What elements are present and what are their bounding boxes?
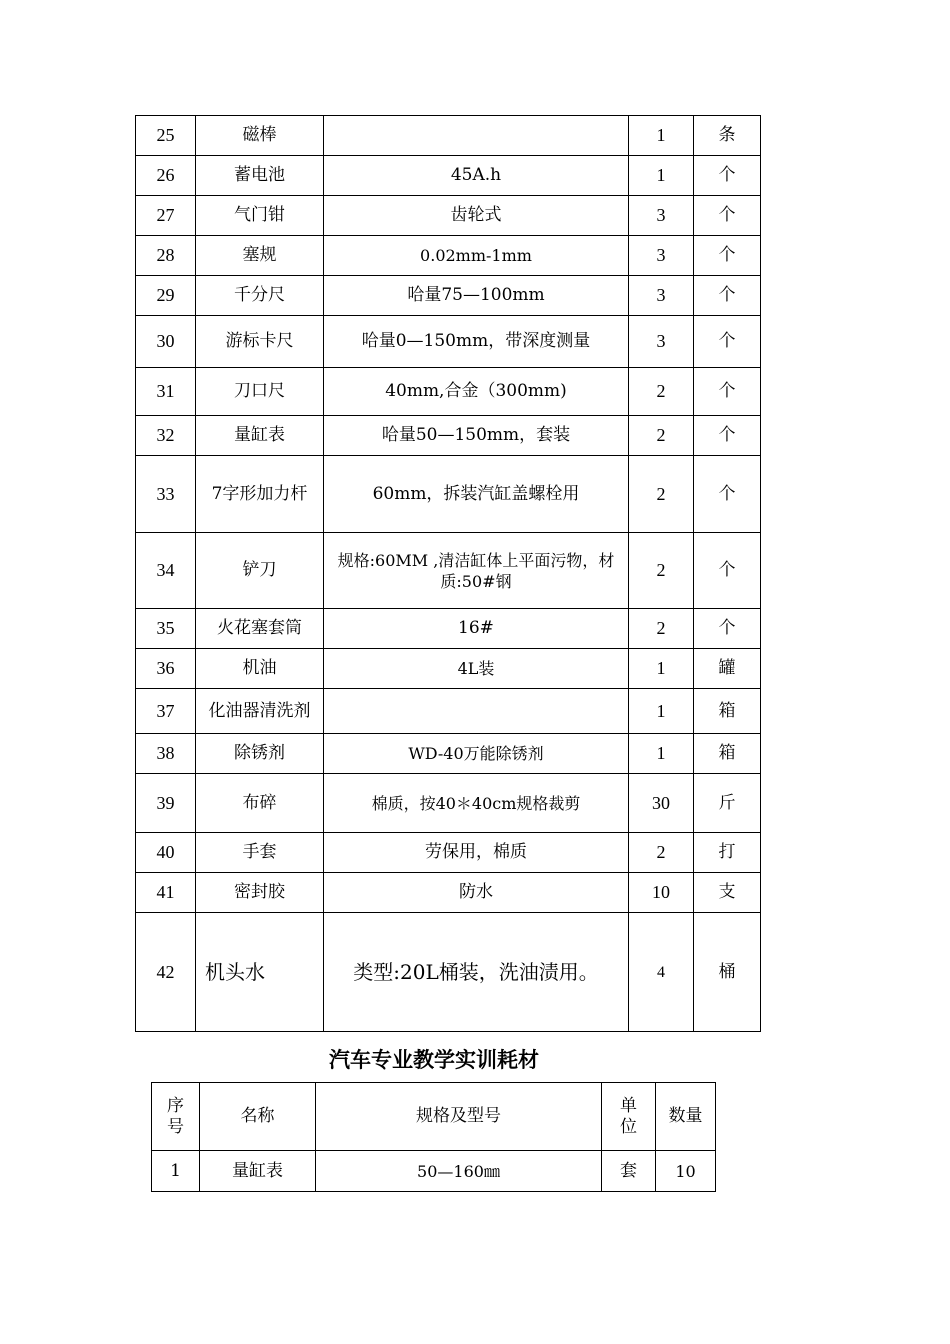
item-name: 化油器清洗剂 (196, 689, 324, 734)
item-unit: 个 (694, 316, 761, 368)
table-row (136, 276, 761, 316)
table-row (136, 913, 761, 1032)
item-quantity: 30 (629, 774, 694, 833)
item-spec: 防水 (324, 873, 629, 913)
header-unit: 单位 (602, 1083, 656, 1151)
item-number: 26 (136, 156, 196, 196)
item-unit: 个 (694, 196, 761, 236)
header-quantity: 数量 (656, 1083, 716, 1151)
item-quantity: 2 (629, 609, 694, 649)
item-number: 34 (136, 533, 196, 609)
table-row (136, 734, 761, 774)
item-spec: 50—160㎜ (316, 1151, 602, 1192)
item-name: 量缸表 (200, 1151, 316, 1192)
item-name: 游标卡尺 (196, 316, 324, 368)
item-name: 千分尺 (196, 276, 324, 316)
table-row (136, 774, 761, 833)
table-row (136, 873, 761, 913)
item-name: 刀口尺 (196, 368, 324, 416)
item-quantity: 1 (629, 116, 694, 156)
item-number: 1 (152, 1151, 200, 1192)
item-number: 31 (136, 368, 196, 416)
item-name: 7字形加力杆 (196, 456, 324, 533)
item-name: 磁棒 (196, 116, 324, 156)
table-row (136, 236, 761, 276)
table-row (136, 533, 761, 609)
item-name: 塞规 (196, 236, 324, 276)
item-name: 机油 (196, 649, 324, 689)
item-spec: 4L装 (324, 649, 629, 689)
item-unit: 桶 (694, 913, 761, 1032)
item-spec: 16# (324, 609, 629, 649)
item-quantity: 3 (629, 236, 694, 276)
section-title: 汽车专业教学实训耗材 (329, 1048, 539, 1072)
item-unit: 斤 (694, 774, 761, 833)
item-spec: 60mm，拆装汽缸盖螺栓用 (324, 456, 629, 533)
item-number: 32 (136, 416, 196, 456)
item-spec: 劳保用，棉质 (324, 833, 629, 873)
item-unit: 条 (694, 116, 761, 156)
item-spec: 哈量0—150mm，带深度测量 (324, 316, 629, 368)
item-name: 铲刀 (196, 533, 324, 609)
item-unit: 个 (694, 533, 761, 609)
item-name: 气门钳 (196, 196, 324, 236)
item-quantity: 1 (629, 689, 694, 734)
item-unit: 个 (694, 609, 761, 649)
item-spec: WD-40万能除锈剂 (324, 734, 629, 774)
item-unit: 罐 (694, 649, 761, 689)
header-name: 名称 (200, 1083, 316, 1151)
item-unit: 个 (694, 276, 761, 316)
item-quantity: 2 (629, 456, 694, 533)
item-number: 35 (136, 609, 196, 649)
item-spec: 规格:60MM ,清洁缸体上平面污物，材质:50#钢 (324, 533, 629, 609)
item-name: 除锈剂 (196, 734, 324, 774)
item-quantity: 2 (629, 416, 694, 456)
item-spec: 齿轮式 (324, 196, 629, 236)
item-spec: 45A.h (324, 156, 629, 196)
item-quantity: 10 (629, 873, 694, 913)
item-name: 布碎 (196, 774, 324, 833)
item-unit: 箱 (694, 734, 761, 774)
table-row (136, 116, 761, 156)
table-row (136, 368, 761, 416)
item-number: 29 (136, 276, 196, 316)
item-spec: 40mm,合金（300mm) (324, 368, 629, 416)
consumables-table (151, 1082, 716, 1192)
item-name: 手套 (196, 833, 324, 873)
item-spec: 哈量50—150mm，套装 (324, 416, 629, 456)
item-number: 38 (136, 734, 196, 774)
item-number: 39 (136, 774, 196, 833)
item-quantity: 4 (629, 913, 694, 1032)
item-unit: 个 (694, 368, 761, 416)
item-unit: 个 (694, 156, 761, 196)
item-number: 40 (136, 833, 196, 873)
item-number: 30 (136, 316, 196, 368)
item-spec: 棉质，按40＊40cm规格裁剪 (324, 774, 629, 833)
item-name: 火花塞套筒 (196, 609, 324, 649)
item-spec: 哈量75—100mm (324, 276, 629, 316)
item-name: 密封胶 (196, 873, 324, 913)
table-row (136, 416, 761, 456)
item-number: 37 (136, 689, 196, 734)
item-number: 42 (136, 913, 196, 1032)
item-number: 36 (136, 649, 196, 689)
item-quantity: 10 (656, 1151, 716, 1192)
item-number: 27 (136, 196, 196, 236)
item-unit: 箱 (694, 689, 761, 734)
table-row (136, 833, 761, 873)
item-number: 33 (136, 456, 196, 533)
item-quantity: 3 (629, 276, 694, 316)
table-row (136, 156, 761, 196)
item-quantity: 1 (629, 649, 694, 689)
table-row (136, 196, 761, 236)
item-name: 机头水 (196, 913, 324, 1032)
item-unit: 个 (694, 236, 761, 276)
header-spec: 规格及型号 (316, 1083, 602, 1151)
item-quantity: 1 (629, 734, 694, 774)
inventory-table (135, 115, 761, 1032)
table-row (136, 609, 761, 649)
item-quantity: 2 (629, 368, 694, 416)
item-spec (324, 116, 629, 156)
item-name: 量缸表 (196, 416, 324, 456)
table-row (136, 689, 761, 734)
header-number: 序号 (152, 1083, 200, 1151)
item-spec: 类型:20L桶装，洗油渍用。 (324, 913, 629, 1032)
table-row (136, 456, 761, 533)
table-row (136, 649, 761, 689)
item-unit: 打 (694, 833, 761, 873)
item-name: 蓄电池 (196, 156, 324, 196)
header-row (152, 1083, 716, 1151)
item-unit: 套 (602, 1151, 656, 1192)
item-spec: 0.02mm-1mm (324, 236, 629, 276)
table-row (136, 316, 761, 368)
item-quantity: 3 (629, 196, 694, 236)
item-number: 41 (136, 873, 196, 913)
item-quantity: 2 (629, 533, 694, 609)
item-unit: 支 (694, 873, 761, 913)
item-unit: 个 (694, 416, 761, 456)
item-spec (324, 689, 629, 734)
item-number: 28 (136, 236, 196, 276)
item-quantity: 3 (629, 316, 694, 368)
item-number: 25 (136, 116, 196, 156)
table-row (152, 1151, 716, 1192)
item-quantity: 1 (629, 156, 694, 196)
item-quantity: 2 (629, 833, 694, 873)
item-unit: 个 (694, 456, 761, 533)
